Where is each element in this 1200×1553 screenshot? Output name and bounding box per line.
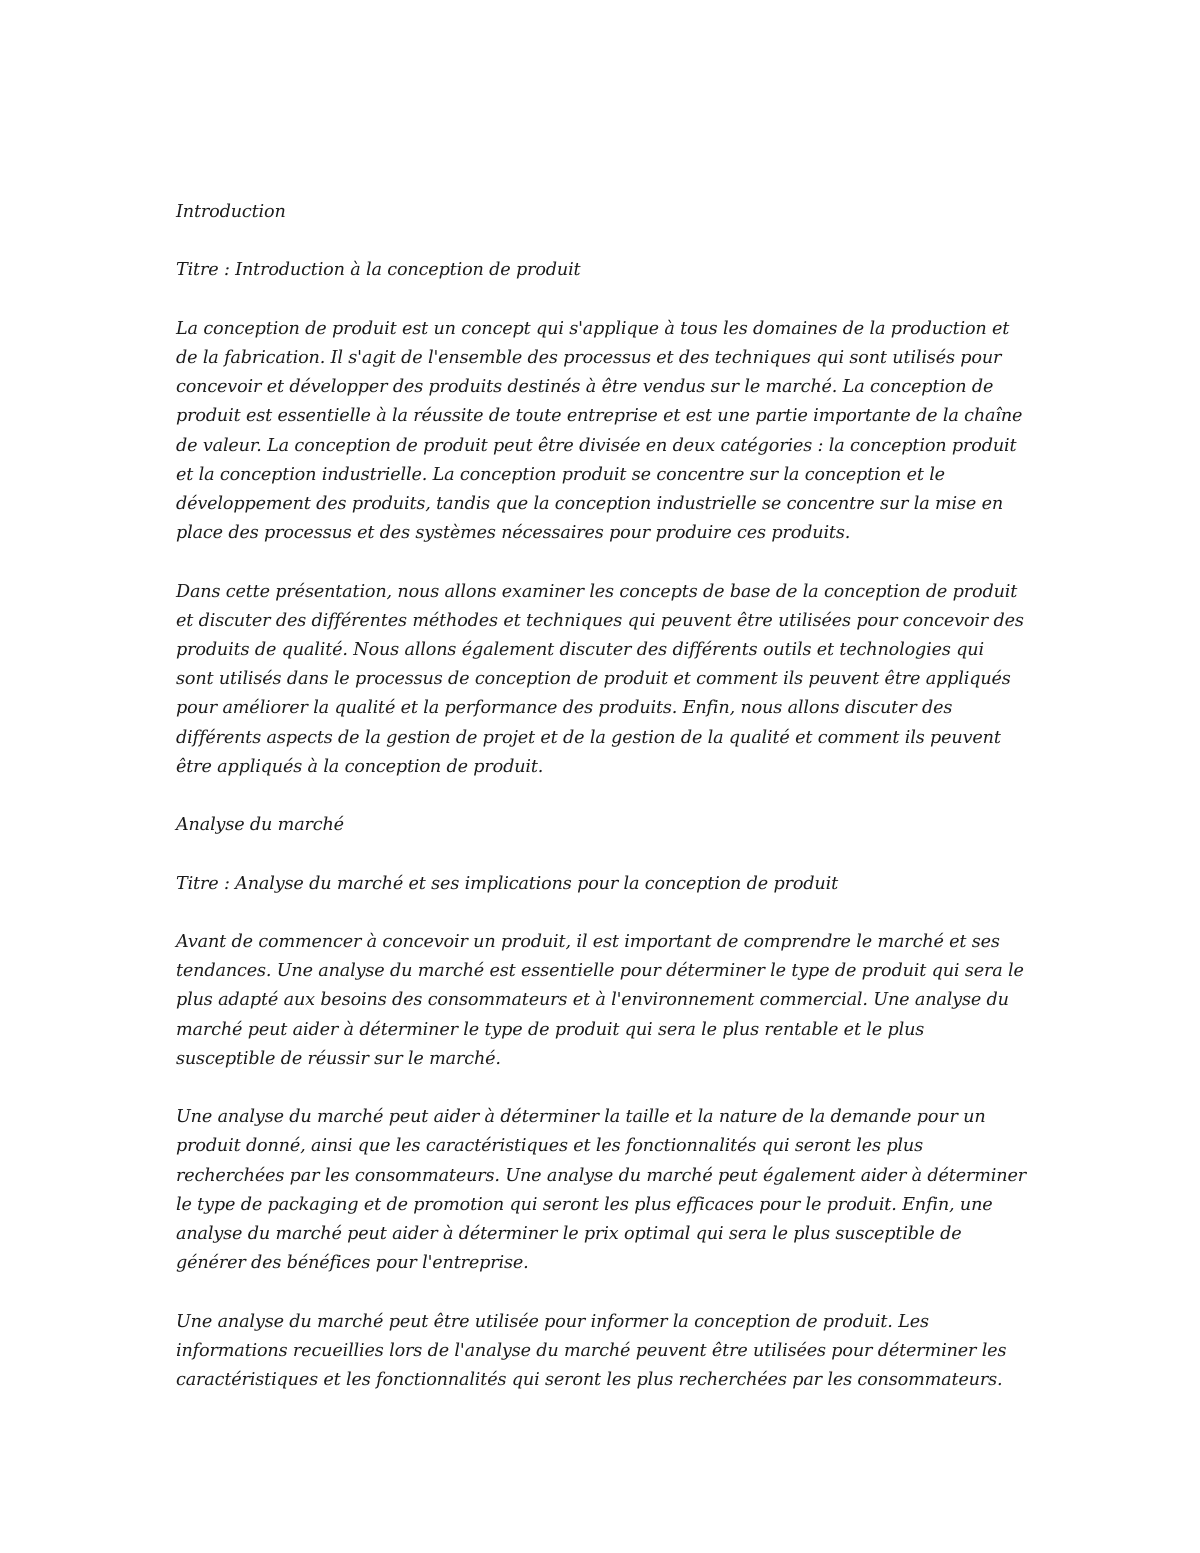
document-body	[176, 198, 1026, 1395]
body-paragraph: Dans cette présentation, nous allons examiner les concepts de base de la conception de produit et discuter des différentes méthodes et techniques qui peuvent être utilisées pour concevoir des produits de qualité. Nous allons également discuter des différents outils et technologies qui sont utilisés dans le processus de conception de produit et comment ils peuvent être appliqués pour améliorer la qualité et la performance des produits. Enfin, nous allons discuter des différents aspects de la gestion de projet et de la gestion de la qualité et comment ils peuvent être appliqués à la conception de produit.	[176, 581, 1024, 777]
body-paragraph: La conception de produit est un concept qui s'applique à tous les domaines de la production et de la fabrication. Il s'agit de l'ensemble des processus et des techniques qui sont utilisés pour concevoir et développer des produits destinés à être vendus sur le marché. La conception de produit est essentielle à la réussite de toute entreprise et est une partie importante de la chaîne de valeur. La conception de produit peut être divisée en deux catégories : la conception produit et la conception industrielle. La conception produit se concentre sur la conception et le développement des produits, tandis que la conception industrielle se concentre sur la mise en place des processus et des systèmes nécessaires pour produire ces produits.	[176, 318, 1023, 544]
body-paragraph: Avant de commencer à concevoir un produit, il est important de comprendre le marché et ses tendances. Une analyse du marché est essentielle pour déterminer le type de produit qui sera le plus adapté aux besoins des consommateurs et à l'environnement commercial. Une analyse du marché peut aider à déterminer le type de produit qui sera le plus rentable et le plus susceptible de réussir sur le marché.	[176, 931, 1024, 1069]
section-title-market-analysis: Titre : Analyse du marché et ses implications pour la conception de produit	[176, 873, 838, 894]
body-paragraph: Une analyse du marché peut être utilisée pour informer la conception de produit. Les informations recueillies lors de l'analyse du marché peuvent être utilisées pour déterminer les caractéristiques et les fonctionnalités qui seront les plus recherchées par les consommateurs.	[176, 1311, 1007, 1390]
body-paragraph: Une analyse du marché peut aider à déterminer la taille et la nature de la demande pour un produit donné, ainsi que les caractéristiques et les fonctionnalités qui seront les plus recherchées par les consommateurs. Une analyse du marché peut également aider à déterminer le type de packaging et de promotion qui seront les plus efficaces pour le produit. Enfin, une analyse du marché peut aider à déterminer le prix optimal qui sera le plus susceptible de générer des bénéfices pour l'entreprise.	[176, 1107, 1026, 1274]
section-title-introduction: Titre : Introduction à la conception de produit	[176, 260, 581, 281]
section-heading-market-analysis: Analyse du marché	[176, 815, 344, 836]
section-heading-introduction: Introduction	[176, 202, 286, 222]
